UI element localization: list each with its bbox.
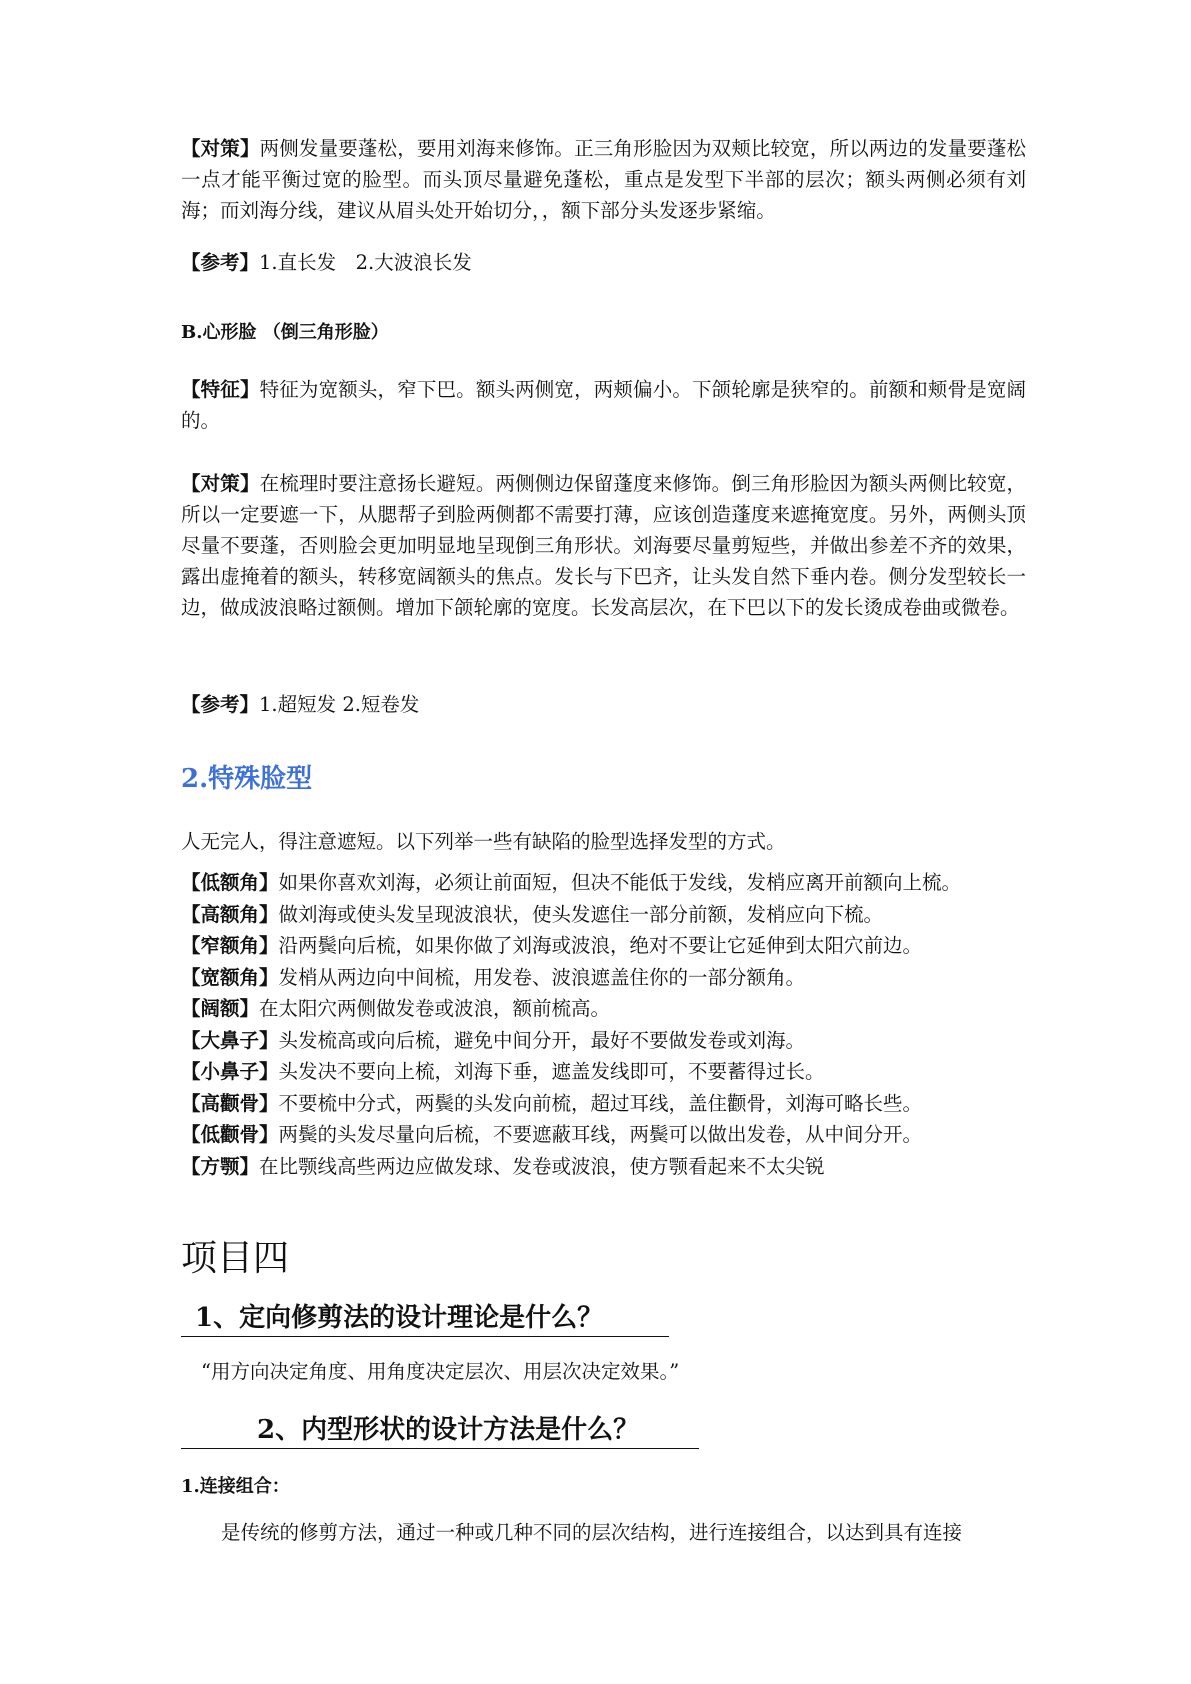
reference-text: 1.直长发 2.大波浪长发 — [259, 251, 472, 274]
project-title: 项目四 — [181, 1238, 290, 1279]
list-item: 【窄额角】沿两鬓向后梳，如果你做了刘海或波浪，绝对不要让它延伸到太阳穴前边。 — [181, 934, 923, 957]
special-face-intro: 人无完人，得注意遮短。以下列举一些有缺陷的脸型选择发型的方式。 — [181, 830, 786, 853]
list-item: 【宽额角】发梢从两边向中间梳，用发卷、波浪遮盖住你的一部分额角。 — [181, 965, 806, 989]
reference-paragraph-2 — [181, 689, 419, 720]
special-face-heading: 2.特殊脸型 — [181, 764, 313, 794]
heart-face-subheading: B.心形脸 （倒三角形脸） — [181, 322, 389, 343]
strategy-paragraph-2 — [181, 468, 1026, 623]
feature-paragraph — [181, 374, 1026, 436]
list-item: 【低颧骨】两鬓的头发尽量向后梳，不要遮蔽耳线，两鬓可以做出发卷，从中间分开。 — [181, 1123, 923, 1146]
special-face-list — [181, 867, 1026, 1182]
feature-text: 特征为宽额头，窄下巴。额头两侧宽，两颊偏小。下颌轮廓是狭窄的。前额和颊骨是宽阔的。 — [181, 378, 1026, 432]
connection-subheading: 1.连接组合： — [181, 1476, 290, 1497]
question-1-heading: 1、定向修剪法的设计理论是什么？ — [181, 1297, 669, 1337]
connection-paragraph: 是传统的修剪方法，通过一种或几种不同的层次结构，进行连接组合，以达到具有连接 — [221, 1521, 963, 1544]
strategy-text: 两侧发量要蓬松，要用刘海来修饰。正三角形脸因为双颊比较宽，所以两边的发量要蓬松一点才能平衡过宽的脸型。而头顶尽量避免蓬松，重点是发型下半部的层次；额头两侧必须有刘海；而刘海分线，建议从眉头处开始切分，，额下部分头发逐步紧缩。 — [181, 137, 1026, 222]
list-item: 【高颧骨】不要梳中分式，两鬓的头发向前梳，超过耳线，盖住颧骨，刘海可略长些。 — [181, 1091, 923, 1115]
list-item: 【方颚】在比颚线高些两边应做发球、发卷或波浪，使方颚看起来不太尖锐 — [181, 1154, 825, 1178]
list-item: 【阔额】在太阳穴两侧做发卷或波浪，额前梳高。 — [181, 997, 611, 1020]
list-item: 【高额角】做刘海或使头发呈现波浪状，使头发遮住一部分前额，发梢应向下梳。 — [181, 902, 884, 926]
reference-text: 1.超短发 2.短卷发 — [259, 693, 420, 716]
question-1-answer: “用方向决定角度、用角度决定层次、用层次决定效果。” — [201, 1360, 680, 1383]
feature-tag: 【特征】 — [181, 378, 260, 401]
list-item: 【小鼻子】头发决不要向上梳，刘海下垂，遮盖发线即可，不要蓄得过长。 — [181, 1060, 825, 1083]
strategy-paragraph-1 — [181, 133, 1026, 226]
reference-tag: 【参考】 — [181, 693, 260, 716]
strategy-tag: 【对策】 — [181, 472, 260, 495]
reference-tag: 【参考】 — [181, 251, 260, 274]
list-item: 【低额角】如果你喜欢刘海，必须让前面短，但决不能低于发线，发梢应离开前额向上梳。 — [181, 871, 962, 894]
reference-paragraph-1 — [181, 247, 472, 278]
list-item: 【大鼻子】头发梳高或向后梳，避免中间分开，最好不要做发卷或刘海。 — [181, 1028, 806, 1052]
question-2-heading: 2、内型形状的设计方法是什么？ — [181, 1409, 699, 1449]
strategy-text: 在梳理时要注意扬长避短。两侧侧边保留蓬度来修饰。倒三角形脸因为额头两侧比较宽，所以一定要遮一下，从腮帮子到脸两侧都不需要打薄，应该创造蓬度来遮掩宽度。另外，两侧头顶尽量不要蓬，否则脸会更加明显地呈现倒三角形状。刘海要尽量剪短些，并做出参差不齐的效果，露出虚掩着的额头，转移宽阔额头的焦点。发长与下巴齐，让头发自然下垂内卷。侧分发型较长一边，做成波浪略过额侧。增加下颌轮廓的宽度。长发高层次，在下巴以下的发长烫成卷曲或微卷。 — [181, 472, 1026, 619]
strategy-tag: 【对策】 — [181, 137, 260, 160]
